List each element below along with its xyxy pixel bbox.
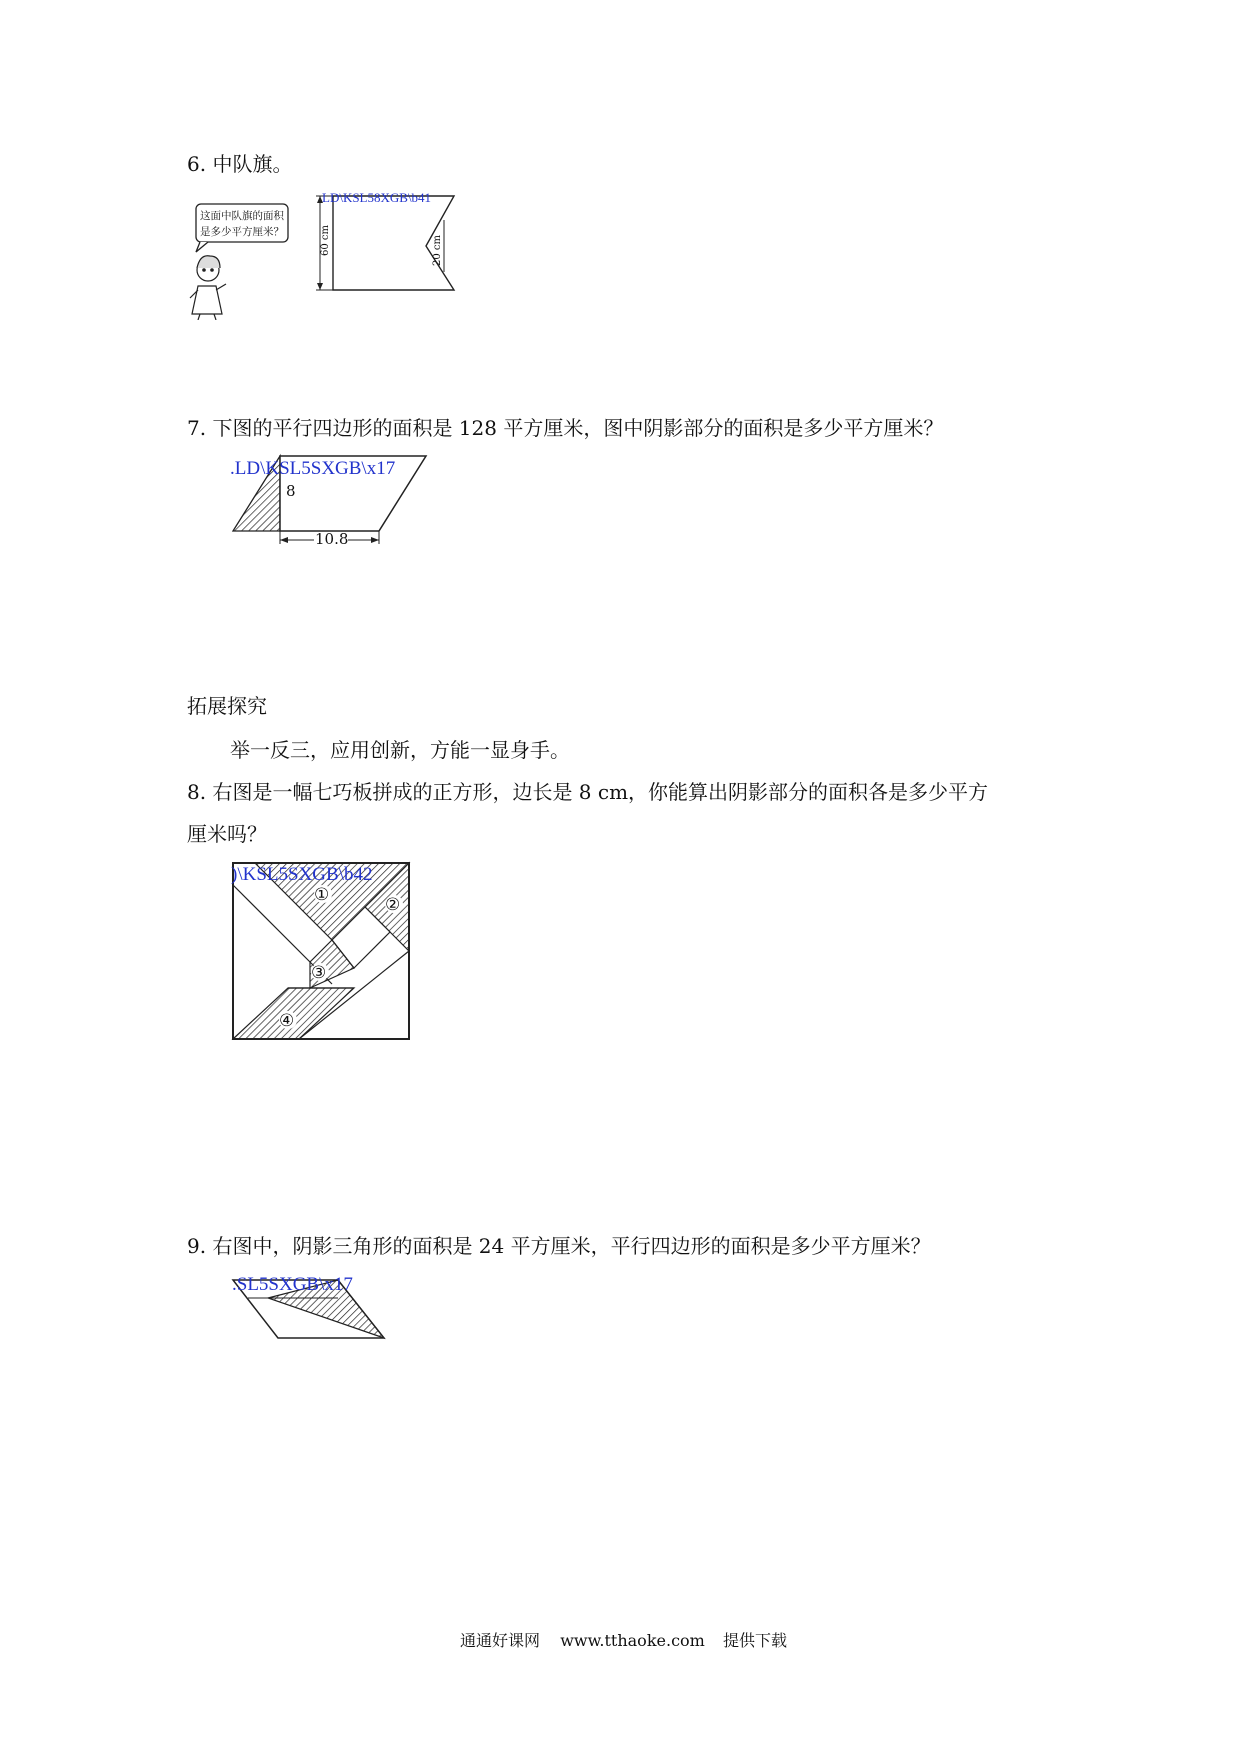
flag-notch-label: 20 cm	[432, 235, 443, 266]
footer-url[interactable]: www.tthaoke.com	[560, 1631, 705, 1650]
footer	[460, 1630, 787, 1652]
q9-figure	[228, 1268, 398, 1348]
bubble-line-2: 是多少平方厘米？	[200, 226, 284, 238]
girl-illustration	[190, 256, 226, 320]
q7-height-label: 8	[286, 482, 296, 500]
q8-label-4: ④	[279, 1011, 295, 1031]
section-title: 拓展探究	[187, 694, 267, 718]
q7-base-label: 10.8	[315, 530, 349, 548]
bubble-line-1: 这面中队旗的面积	[200, 210, 284, 222]
question-8-text-line2: 厘米吗？	[187, 822, 267, 846]
q8-figure-code: )\KSL5SXGB\b42	[231, 864, 373, 885]
q8-label-3: ③	[311, 963, 327, 983]
question-7-text: 7. 下图的平行四边形的面积是 128 平方厘米，图中阴影部分的面积是多少平方厘米？	[187, 416, 944, 440]
q7-figure-code: .LD\KSL5SXGB\x17	[230, 458, 396, 479]
question-6-text: 6. 中队旗。	[187, 152, 293, 176]
footer-action: 提供下载	[723, 1631, 788, 1650]
q8-label-1: ①	[314, 885, 330, 905]
flag-height-label: 60 cm	[320, 225, 331, 256]
question-9-text: 9. 右图中，阴影三角形的面积是 24 平方厘米，平行四边形的面积是多少平方厘米？	[187, 1234, 931, 1258]
question-8-text-line1: 8. 右图是一幅七巧板拼成的正方形，边长是 8 cm，你能算出阴影部分的面积各是多少平方	[187, 780, 989, 804]
q9-figure-code: .SL5SXGB\x17	[232, 1274, 353, 1295]
q7-figure	[228, 452, 438, 552]
q6-figure	[186, 190, 466, 320]
q8-tangram-figure	[228, 858, 418, 1048]
q6-figure-code: LD\KSL58XGB\b41	[322, 190, 432, 205]
footer-site-name: 通通好课网	[460, 1631, 541, 1650]
section-subtitle: 举一反三，应用创新，方能一显身手。	[230, 738, 570, 762]
q8-label-2: ②	[385, 895, 401, 915]
flag-shape	[316, 190, 454, 290]
speech-bubble	[196, 204, 288, 252]
